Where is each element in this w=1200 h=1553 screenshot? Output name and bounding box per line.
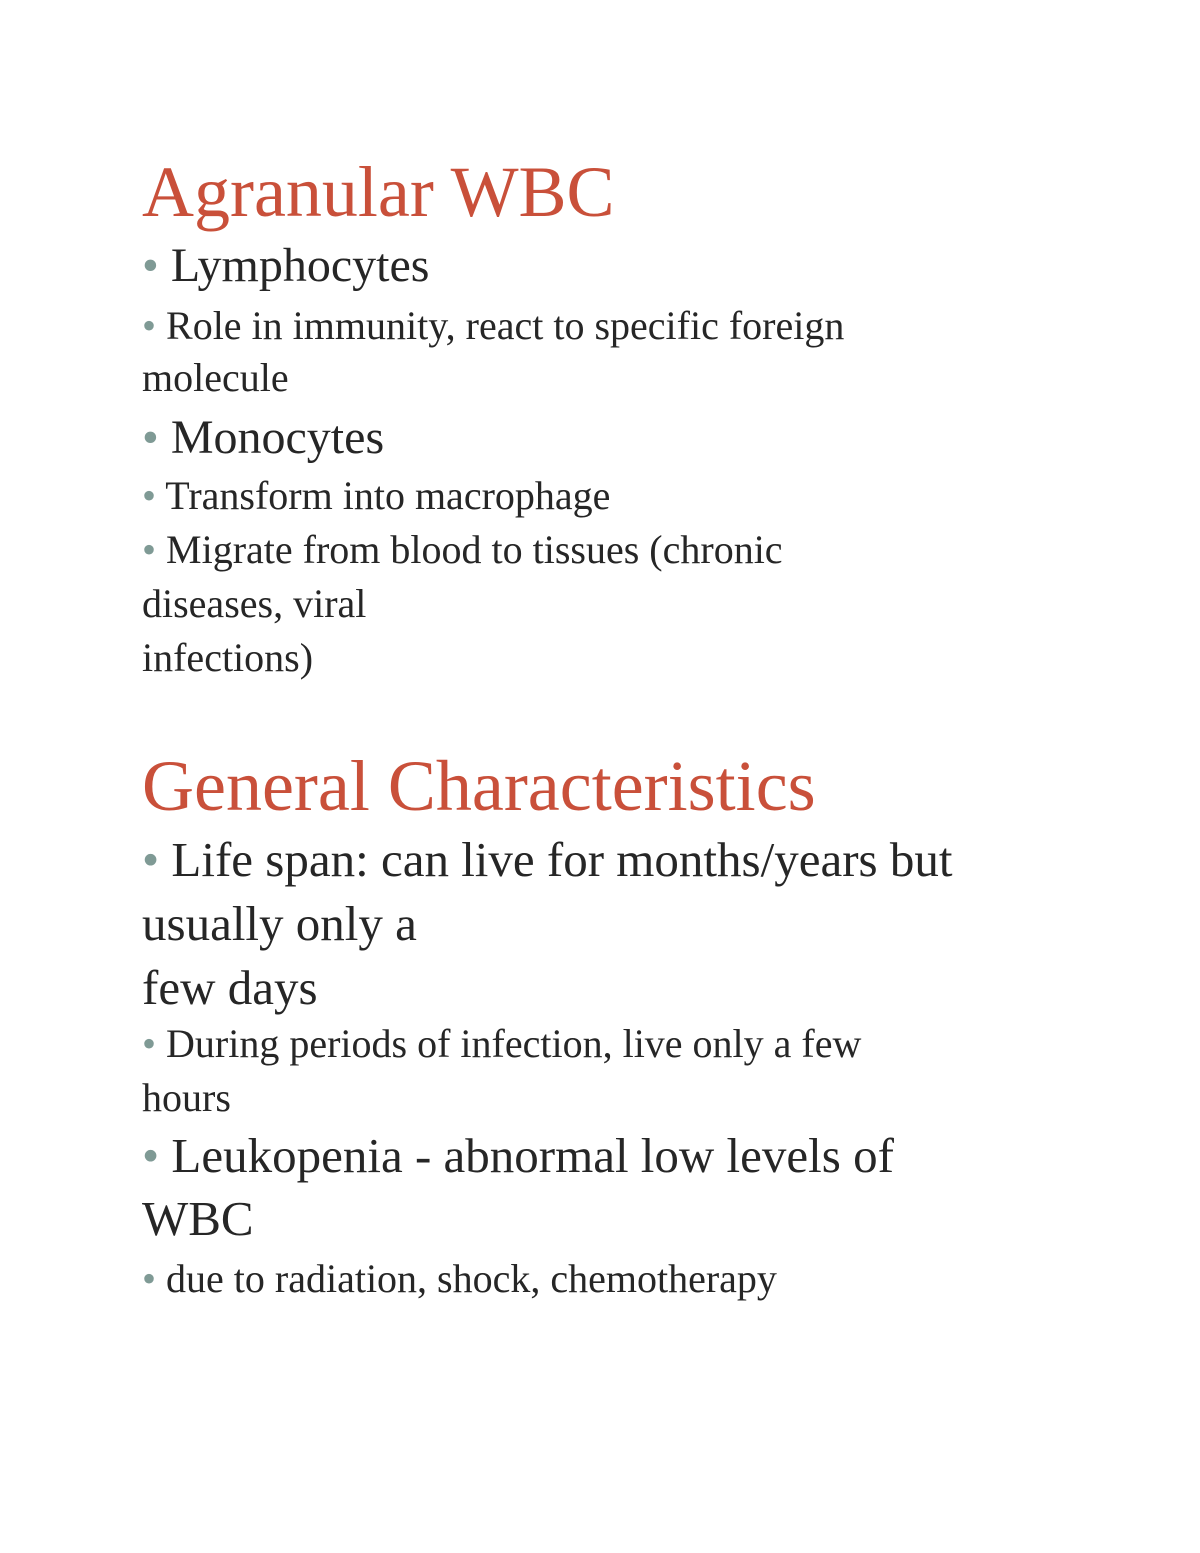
- bullet-icon: •: [142, 1128, 160, 1183]
- list-item-continuation: few days: [142, 960, 318, 1015]
- sub-item-label: Transform into macrophage: [165, 473, 611, 518]
- sub-item-transform-macrophage: [142, 473, 611, 518]
- bullet-icon: •: [142, 1256, 157, 1301]
- bullet-icon: •: [142, 1021, 157, 1066]
- bullet-icon: •: [142, 473, 157, 518]
- bullet-icon: •: [142, 832, 160, 887]
- sub-item-radiation: [142, 1256, 777, 1301]
- sub-item-continuation: infections): [142, 635, 314, 680]
- list-item-label: Leukopenia - abnormal low levels of: [171, 1128, 894, 1183]
- sub-item-continuation: diseases, viral: [142, 581, 367, 626]
- list-item-life-span: [142, 832, 953, 887]
- sub-item-label: During periods of infection, live only a few: [166, 1021, 862, 1066]
- sub-item-continuation: hours: [142, 1075, 231, 1120]
- list-item-lymphocytes: [142, 239, 430, 292]
- sub-item-role-in-immunity: [142, 303, 845, 348]
- sub-item-label: Migrate from blood to tissues (chronic: [166, 527, 783, 572]
- sub-item-migrate: [142, 527, 783, 572]
- list-item-label: Life span: can live for months/years but: [171, 832, 953, 887]
- list-item-label: Monocytes: [170, 411, 385, 464]
- list-item-leukopenia: [142, 1128, 894, 1183]
- sub-item-label: due to radiation, shock, chemotherapy: [166, 1256, 777, 1301]
- list-item-monocytes: [142, 411, 385, 464]
- section-title-agranular-wbc: Agranular WBC: [142, 152, 615, 232]
- bullet-icon: •: [142, 303, 157, 348]
- list-item-continuation: usually only a: [142, 896, 417, 951]
- sub-item-infection: [142, 1021, 862, 1066]
- section-title-general-characteristics: General Characteristics: [142, 746, 816, 826]
- list-item-continuation: WBC: [142, 1191, 254, 1246]
- bullet-icon: •: [142, 239, 159, 292]
- sub-item-continuation: molecule: [142, 355, 289, 400]
- list-item-label: Lymphocytes: [170, 239, 430, 292]
- bullet-icon: •: [142, 411, 159, 464]
- bullet-icon: •: [142, 527, 157, 572]
- sub-item-label: Role in immunity, react to specific foreign: [166, 303, 845, 348]
